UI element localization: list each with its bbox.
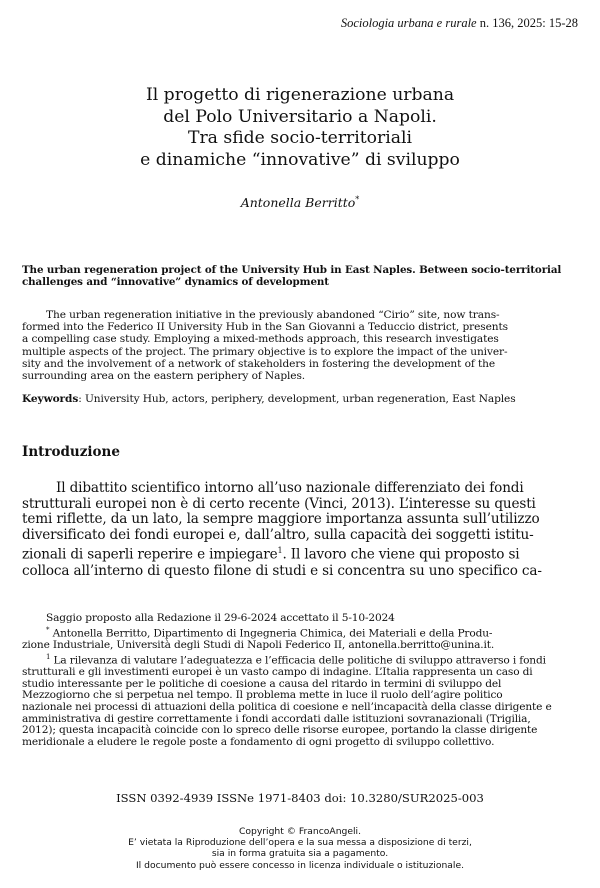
author-name: Antonella Berritto [240, 195, 356, 211]
body-line: strutturali europei non è di certo recente (Vinci, 2013). L’interesse su questi [22, 495, 536, 512]
body-line: diversificato dei fondi europei e, dall’altro, sulla capacità dei soggetti istitu- [22, 526, 534, 543]
title-line: Il progetto di rigenerazione urbana [145, 85, 455, 105]
copyright-line: sia in forma gratuita sia a pagamento. [211, 848, 389, 860]
title-line: del Polo Universitario a Napoli. [163, 106, 437, 127]
body-line: colloca all’interno di questo filone di studi e si concentra su uno specifico ca- [22, 562, 542, 579]
journal-name: Sociologia urbana e rurale [340, 16, 477, 30]
title-line: Tra sfide socio-territoriali [188, 128, 412, 148]
body-line [22, 543, 578, 563]
body-line: temi riflette, da un lato, la sempre maggiore importanza assunta sull’utilizzo [22, 511, 540, 528]
abstract-line: formed into the Federico II University Hub in the San Giovanni a Teduccio district, presents [22, 321, 508, 334]
footnotes [22, 613, 578, 749]
journal-issue: n. 136, 2025: 15-28 [476, 16, 578, 30]
received-note: Saggio proposto alla Redazione il 29-6-2024 accettato il 5-10-2024 [46, 612, 395, 624]
issn-doi: ISSN 0392-4939 ISSNe 1971-8403 doi: 10.3280/SUR2025-003 [116, 791, 484, 805]
footnote-line: La rilevanza di valutare l’adeguatezza e l’efficacia delle politiche di sviluppo attraverso i fondi [50, 654, 546, 667]
affiliation-line: Antonella Berritto, Dipartimento di Ingegneria Chimica, dei Materiali e della Produ- [49, 627, 493, 640]
abstract-line: sity and the involvement of a network of stakeholders in fostering the development of the [22, 357, 495, 370]
paper-title [0, 85, 600, 171]
abstract-line: a compelling case study. Employing a mixed-methods approach, this research investigates [22, 333, 499, 346]
footnote-ref: 1 [277, 546, 283, 556]
body-line-part: . Il lavoro che viene qui proposto si [282, 546, 520, 563]
abstract-line: surrounding area on the eastern periphery of Naples. [22, 370, 306, 383]
copyright-line: Il documento può essere concesso in licenza individuale o istituzionale. [135, 859, 465, 871]
footnote-line: meridionale a eludere le regole poste a fondamento di ogni progetto di sviluppo collettivo. [22, 736, 495, 749]
keywords-label: Keywords [22, 393, 79, 405]
footnote-line: nazionale nei processi di attuazioni della politica di coesione e nell’incapacità della classe dirigente e [22, 700, 552, 713]
affiliation-mark: * [46, 625, 50, 634]
abstract [22, 309, 578, 382]
affiliation-note [22, 625, 578, 640]
footnote-line: amministrativa di gestire correttamente i fondi accordati dalle istituzioni sovranazionali (Trigilia, [22, 712, 531, 725]
footnote-1-mark: 1 [46, 652, 51, 661]
footnote-line: studio interessante per le politiche di coesione a causa del ritardo in termini di sviluppo del [22, 677, 502, 690]
body-text [22, 481, 578, 579]
footnote-1 [22, 652, 578, 667]
section-heading: Introduzione [22, 444, 120, 460]
body-line: Il dibattito scientifico intorno all’uso nazionale differenziato dei fondi [56, 480, 524, 496]
copyright-line: Copyright © FrancoAngeli. [238, 826, 362, 837]
author-footnote-mark: * [355, 195, 360, 204]
footnote-line: 2012); questa incapacità coincide con lo spreco delle risorse europee, portando la classe dirigente [22, 724, 538, 737]
english-title: The urban regeneration project of the University Hub in East Naples. Between socio-territorial challenges and “innovative” dynamics of development [22, 264, 562, 288]
keywords-text: : University Hub, actors, periphery, development, urban regeneration, East Naples [78, 393, 516, 405]
affiliation-line: zione Industriale, Università degli Studi di Napoli Federico II, antonella.berritto@unina.it. [22, 638, 495, 651]
title-line: e dinamiche “innovative” di sviluppo [140, 149, 460, 170]
footnote-line: Mezzogiorno che si perpetua nel tempo. Il problema mette in luce il ruolo dell’agire politico [22, 689, 503, 702]
footnote-line: strutturali e gli investimenti europei è un vasto campo di indagine. L’Italia rappresenta un caso di [22, 665, 533, 678]
copyright-line: E’ vietata la Riproduzione dell’opera e la sua messa a disposizione di terzi, [128, 837, 472, 849]
copyright-notice [0, 826, 600, 871]
journal-header [341, 16, 578, 31]
body-line-part: zionali di saperli reperire e impiegare [22, 546, 278, 563]
keywords [22, 393, 578, 405]
author [0, 195, 600, 210]
abstract-line: multiple aspects of the project. The primary objective is to explore the impact of the univer- [22, 345, 508, 358]
abstract-line: The urban regeneration initiative in the previously abandoned “Cirio” site, now trans- [46, 309, 500, 321]
